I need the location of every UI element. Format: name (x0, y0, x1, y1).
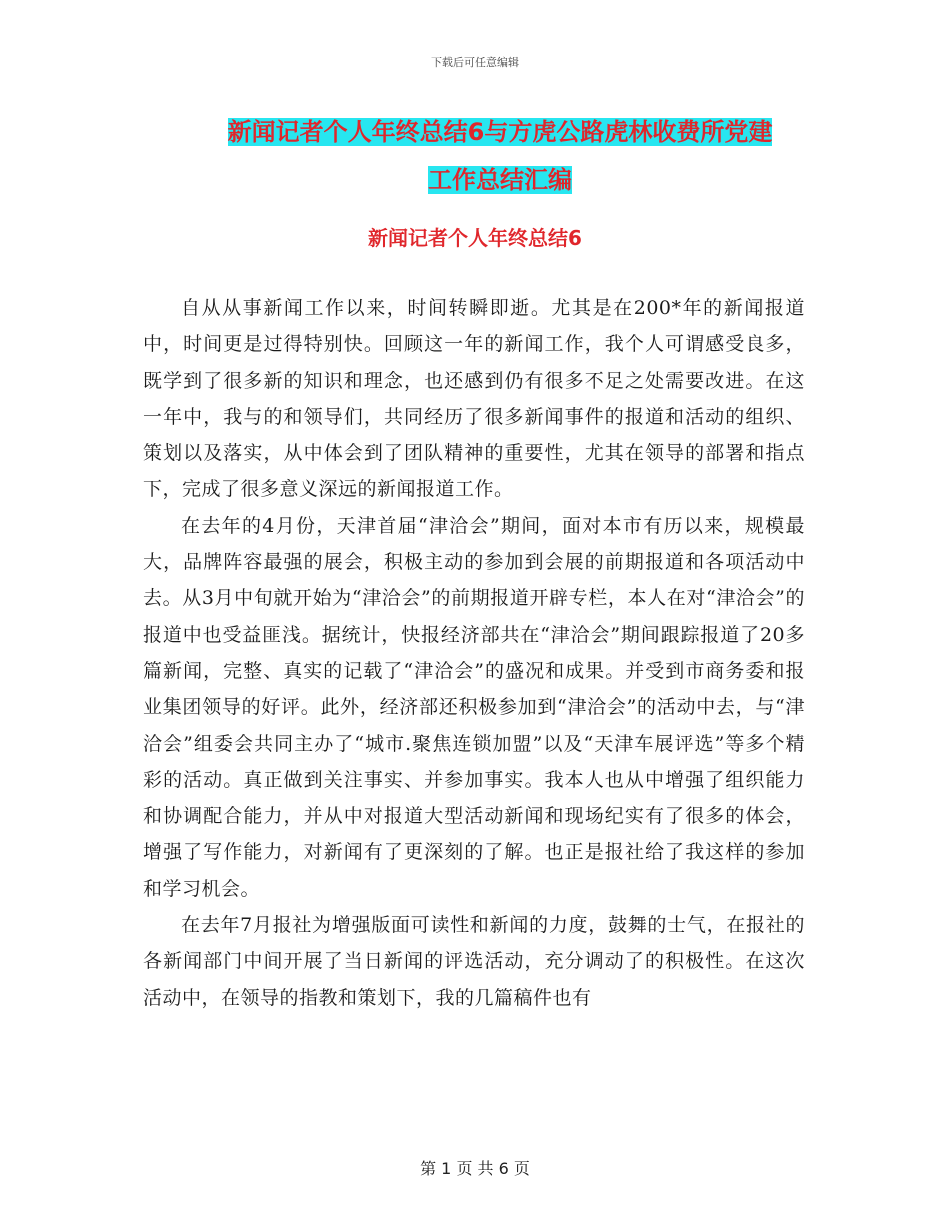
paragraph: 自从从事新闻工作以来，时间转瞬即逝。尤其是在200*年的新闻报道中，时间更是过得特别快。回顾这一年的新闻工作，我个人可谓感受良多，既学到了很多新的知识和理念，也还感到仍有很多不足之处需要改进。在这一年中，我与的和领导们，共同经历了很多新闻事件的报道和活动的组织、策划以及落实，从中体会到了团队精神的重要性，尤其在领导的部署和指点下，完成了很多意义深远的新闻报道工作。 (143, 297, 805, 501)
document-title (195, 108, 805, 204)
paragraph: 在去年7月报社为增强版面可读性和新闻的力度，鼓舞的士气，在报社的各新闻部门中间开展了当日新闻的评选活动，充分调动了的积极性。在这次活动中，在领导的指教和策划下，我的几篇稿件也有 (143, 914, 805, 1009)
paragraph: 在去年的4月份，天津首届“津洽会”期间，面对本市有历以来，规模最大，品牌阵容最强的展会，积极主动的参加到会展的前期报道和各项活动中去。从3月中旬就开始为“津洽会”的前期报道开辟专栏，本人在对“津洽会”的报道中也受益匪浅。据统计，快报经济部共在“津洽会”期间跟踪报道了20多篇新闻，完整、真实的记载了“津洽会”的盛况和成果。并受到市商务委和报业集团领导的好评。此外，经济部还积极参加到“津洽会”的活动中去，与“津洽会”组委会共同主办了“城市.聚焦连锁加盟”以及“天津车展评选”等多个精彩的活动。真正做到关注事实、并参加事实。我本人也从中增强了组织能力和协调配合能力，并从中对报道大型活动新闻和现场纪实有了很多的体会，增强了写作能力，对新闻有了更深刻的了解。也正是报社给了我这样的参加和学习机会。 (143, 514, 805, 900)
document-title-line-1: 新闻记者个人年终总结6与方虎公路虎林收费所党建 (227, 118, 773, 146)
header-note: 下载后可任意编辑 (431, 56, 519, 69)
section-title: 新闻记者个人年终总结6 (368, 226, 582, 250)
document-title-line-2: 工作总结汇编 (428, 166, 572, 194)
document-body (143, 290, 805, 1016)
page-footer: 第 1 页 共 6 页 (420, 1159, 530, 1178)
